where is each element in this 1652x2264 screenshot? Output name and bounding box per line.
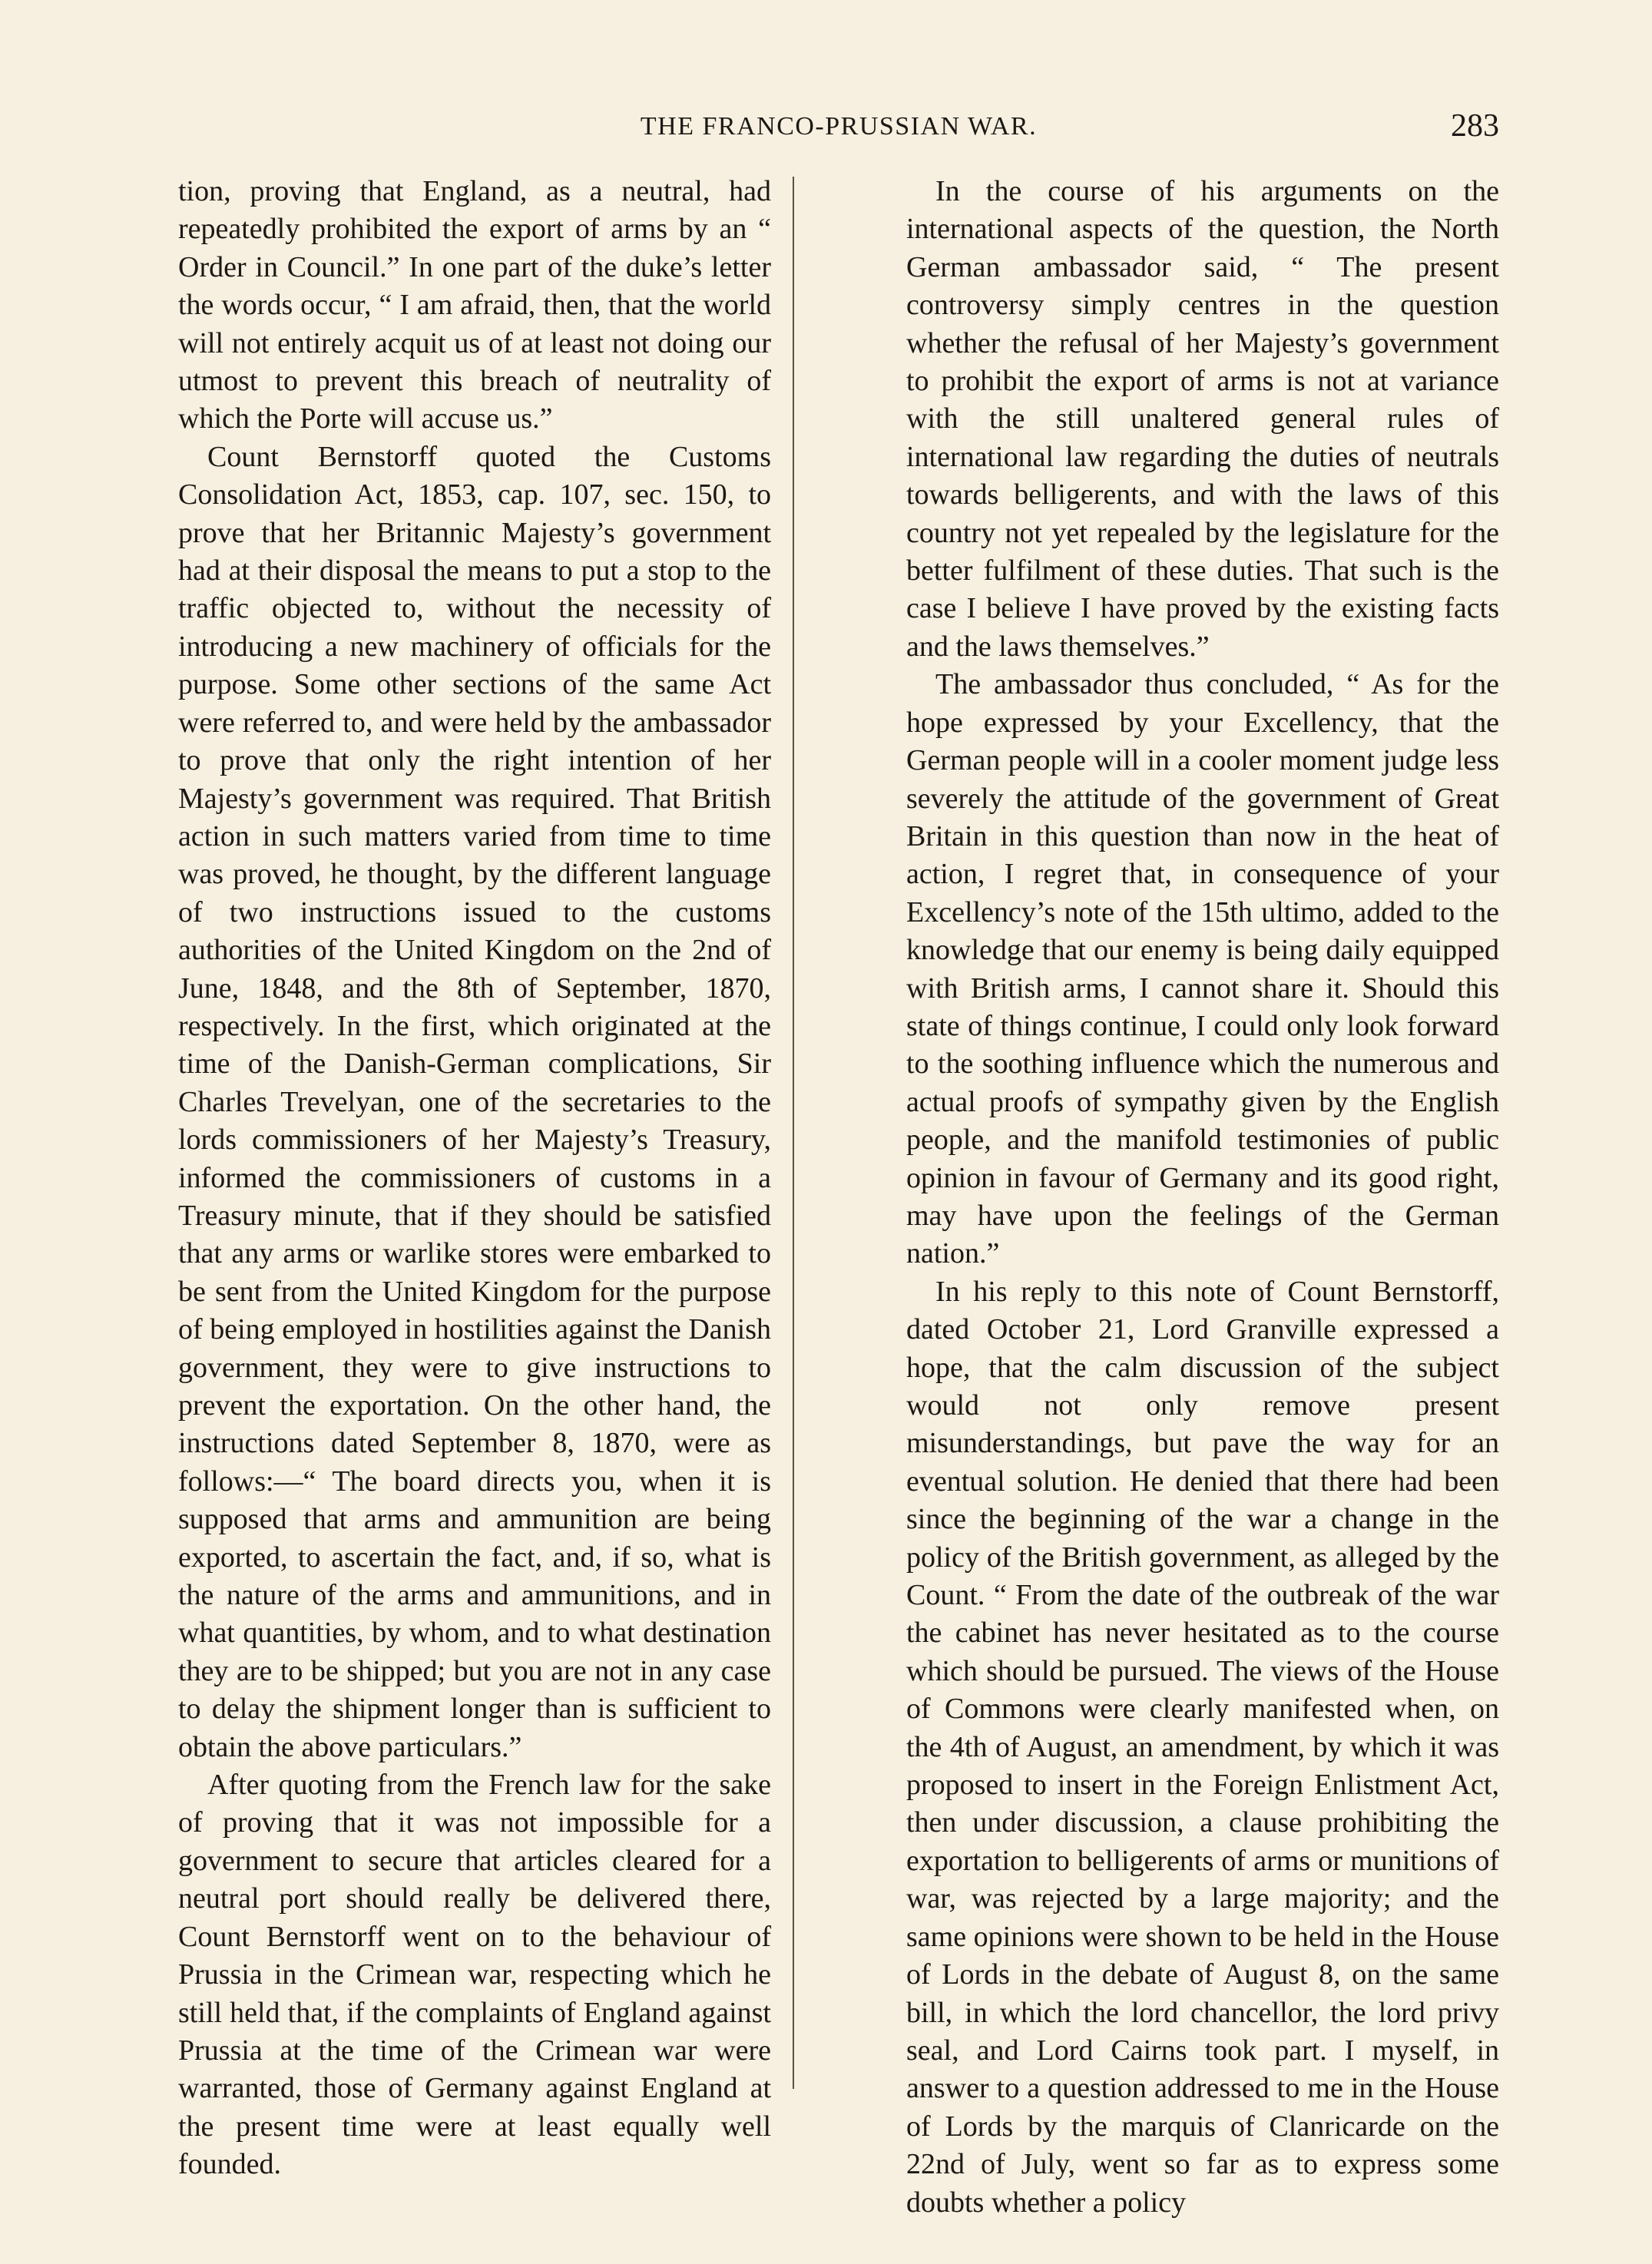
paragraph: The ambassador thus concluded, “ As for the hope expressed by your Excellency, that the German people will in a cooler moment judge less severely the attitude of the government of Great Britain in this question than now in the heat of action, I regret that, in consequence of your Excellency’s note of the 15th ultimo, added to the knowledge that our enemy is being daily equipped with British arms, I cannot share it. Should this state of things continue, I could only look forward to the soothing influence which the numerous and actual proofs of sympathy given by the English people, and the manifold testimonies of public opinion in favour of Germany and its good right, may have upon the feelings of the German nation.”	[906, 668, 1499, 1270]
right-column	[906, 173, 1499, 2222]
page-number: 283	[1451, 108, 1499, 144]
column-divider	[793, 177, 794, 2089]
paragraph: tion, proving that England, as a neutral, had repeatedly prohibited the export of arms by an “ Order in Council.” In one part of the duke’s letter the words occur, “ I am afraid, then, that the world will not entirely acquit us of at least not doing our utmost to prevent this breach of neutrality of which the Porte will accuse us.”	[178, 175, 771, 435]
paragraph: Count Bernstorff quoted the Customs Consolidation Act, 1853, cap. 107, sec. 150, to prove that her Britannic Majesty’s government had at their disposal the means to put a stop to the traffic objected to, without the necessity of introducing a new machinery of officials for the purpose. Some other sections of the same Act were referred to, and were held by the ambassador to prove that only the right intention of her Majesty’s government was required. That British action in such matters varied from time to time was proved, he thought, by the different language of two instructions issued to the customs authorities of the United Kingdom on the 2nd of June, 1848, and the 8th of September, 1870, respectively. In the first, which originated at the time of the Danish-German complications, Sir Charles Trevelyan, one of the secretaries to the lords commissioners of her Majesty’s Treasury, informed the commissioners of customs in a Treasury minute, that if they should be satisfied that any arms or warlike stores were embarked to be sent from the United Kingdom for the purpose of being employed in hostilities against the Danish government, they were to give instructions to prevent the exportation. On the other hand, the instructions dated September 8, 1870, were as follows:—“ The board directs you, when it is supposed that arms and ammunition are being exported, to ascertain the fact, and, if so, what is the nature of the arms and ammunitions, and in what quantities, by whom, and to what destination they are to be shipped; but you are not in any case to delay the shipment longer than is sufficient to obtain the above particulars.”	[178, 440, 771, 1763]
paragraph: In the course of his arguments on the international aspects of the question, the North German ambassador said, “ The present controversy simply centres in the question whether the refusal of her Majesty’s government to prohibit the export of arms is not at variance with the still unaltered general rules of international law regarding the duties of neutrals towards belligerents, and with the laws of this country not yet repealed by the legislature for the better fulfilment of these duties. That such is the case I believe I have proved by the existing facts and the laws themselves.”	[906, 175, 1499, 663]
page-header	[178, 108, 1499, 146]
left-column	[178, 173, 771, 2184]
paragraph: After quoting from the French law for the sake of proving that it was not impossible for a government to secure that articles cleared for a neutral port should really be delivered there, Count Bernstorff went on to the behaviour of Prussia in the Crimean war, respecting which he still held that, if the complaints of England against Prussia at the time of the Crimean war were warranted, those of Germany against England at the present time were at least equally well founded.	[178, 1769, 771, 2181]
running-title: THE FRANCO-PRUSSIAN WAR.	[640, 112, 1038, 141]
paragraph: In his reply to this note of Count Bernstorff, dated October 21, Lord Granville expressed a hope, that the calm discussion of the subject would not only remove present misunderstandings, but pave the way for an eventual solution. He denied that there had been since the beginning of the war a change in the policy of the British government, as alleged by the Count. “ From the date of the outbreak of the war the cabinet has never hesitated as to the course which should be pursued. The views of the House of Commons were clearly manifested when, on the 4th of August, an amendment, by which it was proposed to insert in the Foreign Enlistment Act, then under discussion, a clause prohibiting the exportation to belligerents of arms or munitions of war, was rejected by a large majority; and the same opinions were shown to be held in the House of Lords in the debate of August 8, on the same bill, in which the lord chancellor, the lord privy seal, and Lord Cairns took part. I myself, in answer to a question addressed to me in the House of Lords by the marquis of Clanricarde on the 22nd of July, went so far as to express some doubts whether a policy	[906, 1275, 1499, 2219]
